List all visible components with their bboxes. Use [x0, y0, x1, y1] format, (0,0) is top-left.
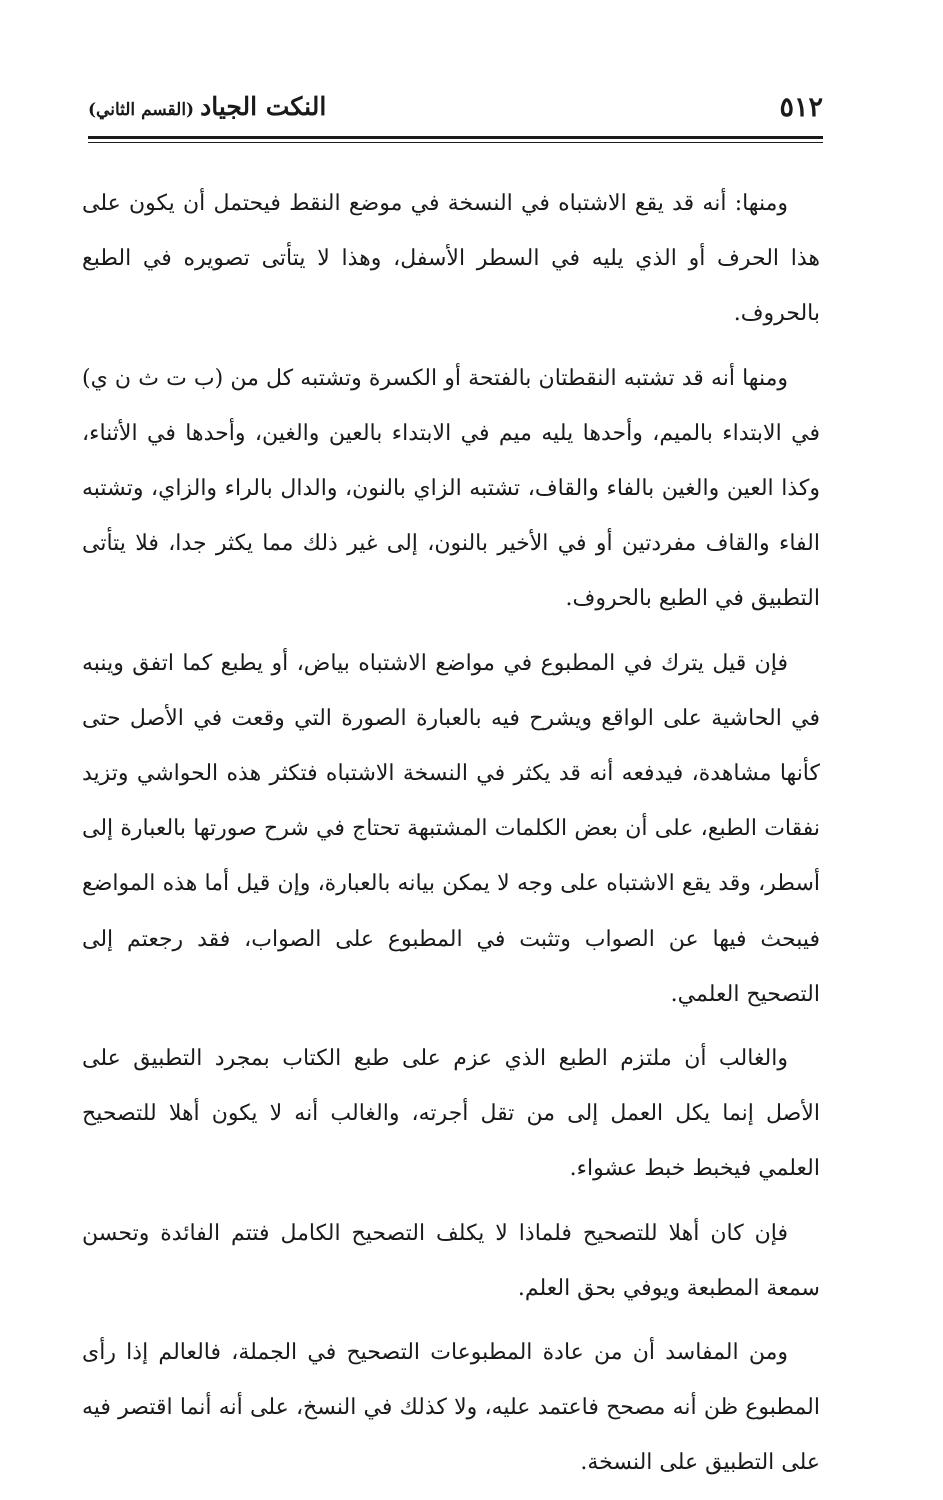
paragraph-6: ومن المفاسد أن من عادة المطبوعات التصحيح في الجملة، فالعالم إذا رأى المطبوع ظن أنه مصحح فاعتمد عليه، ولا كذلك في النسخ، على أنه أنما اقتصر فيه على التطبيق على النسخة. [82, 1340, 820, 1476]
page-number: ٥١٢ [779, 92, 823, 123]
paragraph-4: والغالب أن ملتزم الطبع الذي عزم على طبع الكتاب بمجرد التطبيق على الأصل إنما يكل العمل إلى من تقل أجرته، والغالب أنه لا يكون أهلا للتصحيح العلمي فيخبط خبط عشواء. [82, 1046, 820, 1182]
body-text [82, 176, 820, 1500]
running-title [88, 92, 326, 121]
paragraph-5: فإن كان أهلا للتصحيح فلماذا لا يكلف التصحيح الكامل فتتم الفائدة وتحسن سمعة المطبعة ويوفي بحق العلم. [82, 1220, 820, 1301]
book-part: (القسم الثاني) [88, 100, 195, 120]
paragraph-2: ومنها أنه قد تشتبه النقطتان بالفتحة أو الكسرة وتشتبه كل من (ب ت ث ن ي) في الابتداء بالميم، وأحدها يليه ميم في الابتداء بالعين والغين، وأحدها في الأثناء، وكذا العين والغين بالفاء والقاف، تشتبه الزاي بالنون، والدال بالراء والزاي، وتشتبه الفاء والقاف مفردتين أو في الأخير بالنون، إلى غير ذلك مما يكثر جدا، فلا يتأتى التطبيق في الطبع بالحروف. [82, 365, 820, 612]
header-rule-thin [88, 142, 823, 143]
paragraph-1: ومنها: أنه قد يقع الاشتباه في النسخة في موضع النقط فيحتمل أن يكون على هذا الحرف أو الذي يليه في السطر الأسفل، وهذا لا يتأتى تصويره في الطبع بالحروف. [82, 191, 820, 327]
header-rule-thick [88, 136, 823, 139]
book-title: النكت الجياد [200, 92, 327, 121]
paragraph-3: فإن قيل يترك في المطبوع في مواضع الاشتباه بياض، أو يطبع كما اتفق وينبه في الحاشية على الواقع ويشرح فيه بالعبارة الصورة التي وقعت في الأصل حتى كأنها مشاهدة، فيدفعه أنه قد يكثر في النسخة الاشتباه فتكثر هذه الحواشي وتزيد نفقات الطبع، على أن بعض الكلمات المشتبهة تحتاج في شرح صورتها بالعبارة إلى أسطر، وقد يقع الاشتباه على وجه لا يمكن بيانه بالعبارة، وإن قيل أما هذه المواضع فيبحث فيها عن الصواب وتثبت في المطبوع على الصواب، فقد رجعتم إلى التصحيح العلمي. [82, 650, 820, 1007]
page-header [88, 86, 823, 130]
